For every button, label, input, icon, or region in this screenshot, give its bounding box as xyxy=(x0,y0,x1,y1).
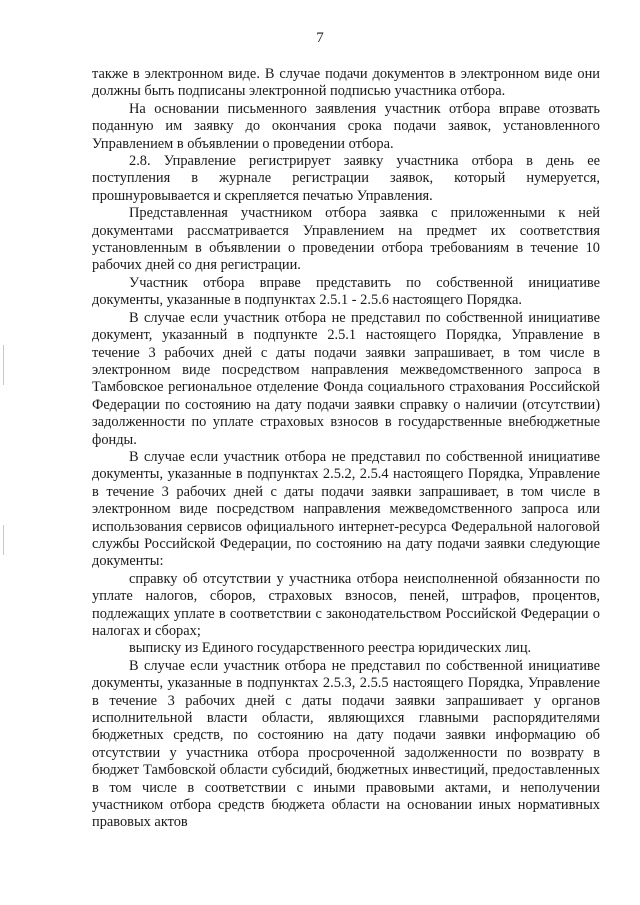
paragraph-case-2-5-3-2-5-5: В случае если участник отбора не представил по собственной инициативе документы, указанные в подпунктах 2.5.3, 2.5.5 настоящего Порядка, Управление в течение 3 рабочих дней с даты подачи заявки запрашивает у органов исполнительной власти области, являющихся главными распорядителями бюджетных средств, по состоянию на дату подачи заявки информацию об отсутствии у участника отбора просроченной задолженности по возврату в бюджет Тамбовской области субсидий, бюджетных инвестиций, предоставленных в том числе в соответствии с иными правовыми актами, и неполучении участником отбора средств бюджета области на основании иных нормативных правовых актов xyxy=(92,657,600,831)
paragraph-tax-certificate: справку об отсутствии у участника отбора неисполненной обязанности по уплате налогов, сборов, страховых взносов, пеней, штрафов, процентов, подлежащих уплате в соответствии с законодательством Российской Федерации о налогах и сборах; xyxy=(92,570,600,639)
paragraph-case-2-5-2-2-5-4: В случае если участник отбора не представил по собственной инициативе документы, указанные в подпунктах 2.5.2, 2.5.4 настоящего Порядка, Управление в течение 3 рабочих дней с даты подачи заявки запрашивает, в том числе в электронном виде посредством направления межведомственного запроса или использования сервисов официального интернет-ресурса Федеральной налоговой службы Российской Федерации, по состоянию на дату подачи заявки следующие документы: xyxy=(92,448,600,570)
paragraph-case-2-5-1: В случае если участник отбора не представил по собственной инициативе документ, указанный в подпункте 2.5.1 настоящего Порядка, Управление в течение 3 рабочих дней с даты подачи заявки запрашивает, в том числе в электронном виде посредством направления межведомственного запроса в Тамбовское региональное отделение Фонда социального страхования Российской Федерации по состоянию на дату подачи заявки справку о наличии (отсутствии) задолженности по уплате страховых взносов в государственные внебюджетные фонды. xyxy=(92,309,600,448)
scan-margin-mark xyxy=(3,525,4,555)
paragraph-continuation: также в электронном виде. В случае подачи документов в электронном виде они должны быть подписаны электронной подписью участника отбора. xyxy=(92,66,600,100)
page-number: 7 xyxy=(316,30,324,46)
paragraph-review-period: Представленная участником отбора заявка с приложенными к ней документами рассматривается Управлением на предмет их соответствия установленным в объявлении о проведении отбора требованиям в течение 10 рабочих дней со дня регистрации. xyxy=(92,205,600,274)
paragraph-registry-extract: выписку из Единого государственного реестра юридических лиц. xyxy=(129,640,532,657)
document-body xyxy=(92,66,600,832)
scan-margin-mark xyxy=(3,345,4,385)
paragraph-own-initiative: Участник отбора вправе представить по собственной инициативе документы, указанные в подпунктах 2.5.1 - 2.5.6 настоящего Порядка. xyxy=(92,274,600,309)
paragraph-withdraw-application: На основании письменного заявления участник отбора вправе отозвать поданную им заявку до окончания срока подачи заявок, установленного Управлением в объявлении о проведении отбора. xyxy=(92,100,600,152)
paragraph-2-8-registration: 2.8. Управление регистрирует заявку участника отбора в день ее поступления в журнале регистрации заявок, который нумеруется, прошнуровывается и скрепляется печатью Управления. xyxy=(92,153,600,204)
